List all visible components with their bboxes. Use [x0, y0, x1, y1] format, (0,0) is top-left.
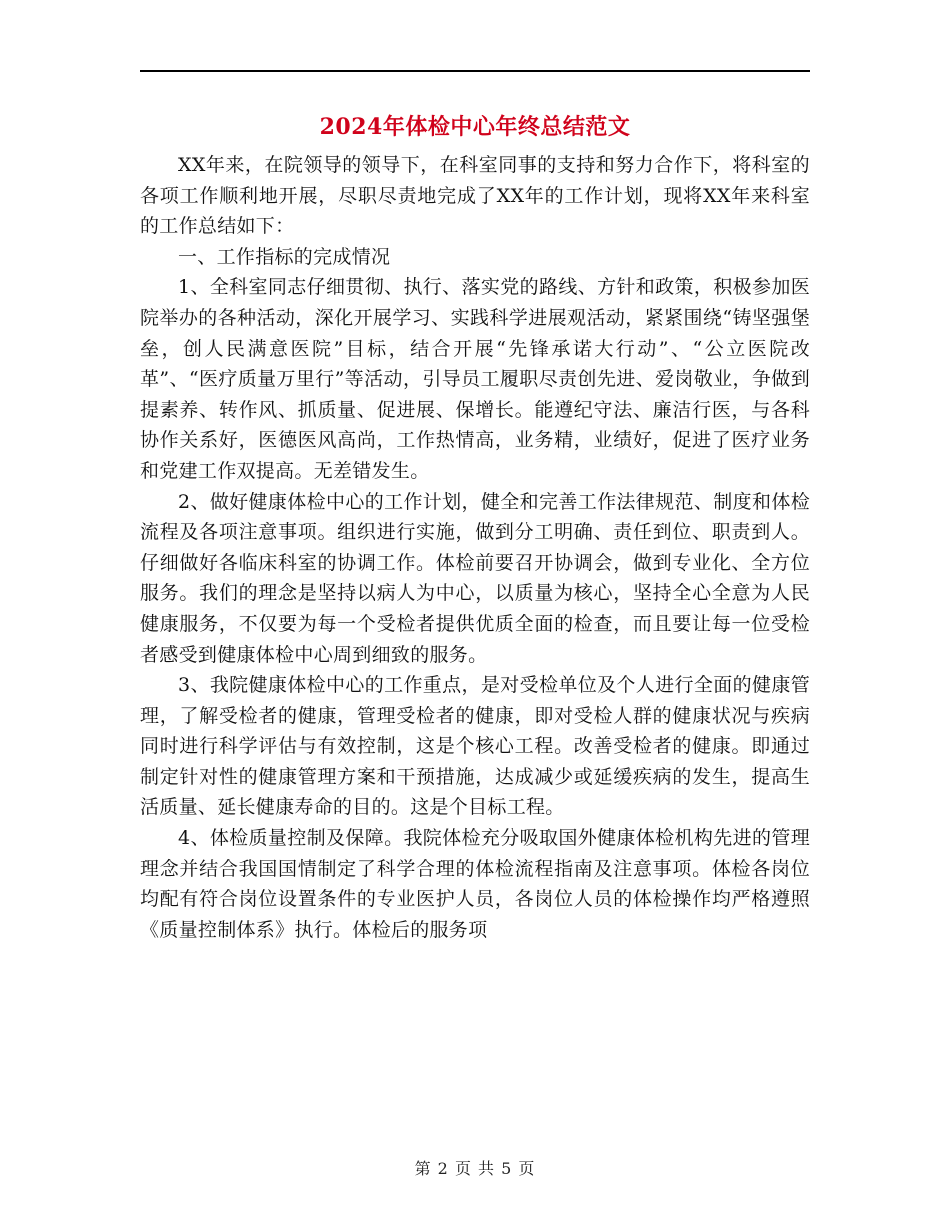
document-title: 2024年体检中心年终总结范文: [319, 114, 631, 140]
paragraph-item-3: 3、我院健康体检中心的工作重点，是对受检单位及个人进行全面的健康管理，了解受检者的健康，管理受检者的健康，即对受检人群的健康状况与疾病同时进行科学评估与有效控制，这是个核心工程。改善受检者的健康。即通过制定针对性的健康管理方案和干预措施，达成减少或延缓疾病的发生，提高生活质量、延长健康寿命的目的。这是个目标工程。: [140, 674, 810, 819]
paragraph-item-4: 4、体检质量控制及保障。我院体检充分吸取国外健康体检机构先进的管理理念并结合我国国情制定了科学合理的体检流程指南及注意事项。体检各岗位均配有符合岗位设置条件的专业医护人员，各岗位人员的体检操作均严格遵照《质量控制体系》执行。体检后的服务项: [140, 827, 810, 941]
paragraph-item-2: 2、做好健康体检中心的工作计划，健全和完善工作法律规范、制度和体检流程及各项注意事项。组织进行实施，做到分工明确、责任到位、职责到人。仔细做好各临床科室的协调工作。体检前要召开协调会，做到专业化、全方位服务。我们的理念是坚持以病人为中心，以质量为核心，坚持全心全意为人民健康服务，不仅要为每一个受检者提供优质全面的检查，而且要让每一位受检者感受到健康体检中心周到细致的服务。: [140, 490, 810, 666]
header-rule: [140, 70, 810, 72]
paragraph-item-1: 1、全科室同志仔细贯彻、执行、落实党的路线、方针和政策，积极参加医院举办的各种活动，深化开展学习、实践科学进展观活动，紧紧围绕“铸坚强堡垒，创人民满意医院”目标，结合开展“先锋承诺大行动”、“公立医院改革”、“医疗质量万里行”等活动，引导员工履职尽责创先进、爱岗敬业，争做到提素养、转作风、抓质量、促进展、保增长。能遵纪守法、廉洁行医，与各科协作关系好，医德医风高尚，工作热情高，业务精，业绩好，促进了医疗业务和党建工作双提高。无差错发生。: [140, 276, 810, 482]
document-body: [140, 150, 810, 945]
section-heading: 一、工作指标的完成情况: [178, 245, 391, 268]
intro-paragraph: XX年来，在院领导的领导下，在科室同事的支持和努力合作下，将科室的各项工作顺利地开展，尽职尽责地完成了XX年的工作计划，现将XX年来科室的工作总结如下：: [140, 154, 810, 238]
page-number-footer: 第 2 页 共 5 页: [414, 1159, 536, 1178]
